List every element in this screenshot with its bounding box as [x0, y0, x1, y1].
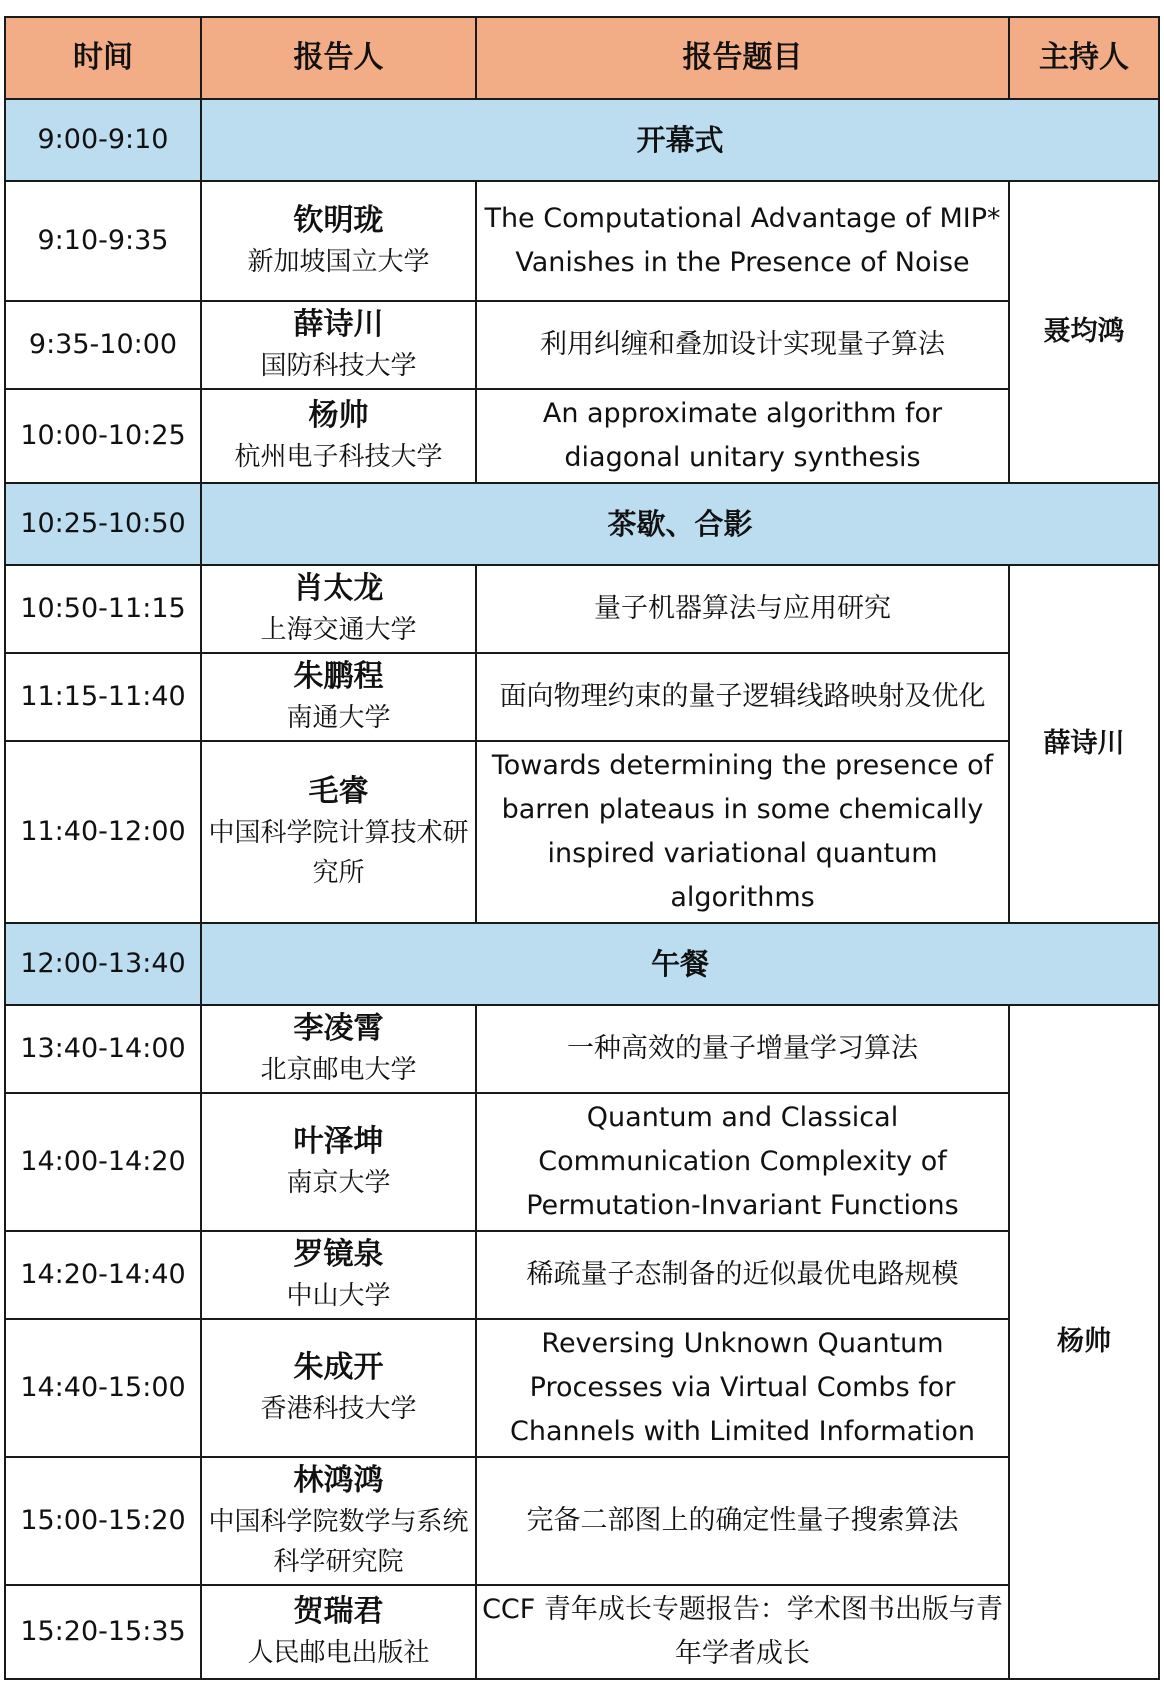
- talk-time: 9:35-10:00: [5, 301, 201, 389]
- table-row: [5, 1005, 1159, 1093]
- talk-time: 11:40-12:00: [5, 741, 201, 923]
- speaker-name: 叶泽坤: [293, 1124, 384, 1159]
- table-row: [5, 741, 1159, 923]
- speaker-affiliation: 中山大学: [286, 1281, 391, 1311]
- talk-time: 14:00-14:20: [5, 1093, 201, 1231]
- table-row: [5, 1093, 1159, 1231]
- talk-title: 量子机器算法与应用研究: [476, 565, 1009, 653]
- header-host: 主持人: [1009, 17, 1159, 99]
- talk-title: Towards determining the presence of barren plateaus in some chemically inspired variational quantum algorithms: [476, 741, 1009, 923]
- talk-speaker: [201, 565, 476, 653]
- break-row: [5, 483, 1159, 565]
- talk-title: 利用纠缠和叠加设计实现量子算法: [476, 301, 1009, 389]
- talk-time: 13:40-14:00: [5, 1005, 201, 1093]
- speaker-affiliation: 国防科技大学: [260, 351, 417, 381]
- talk-speaker: [201, 653, 476, 741]
- speaker-name: 肖太龙: [293, 571, 384, 606]
- speaker-affiliation: 杭州电子科技大学: [234, 442, 443, 472]
- talk-title: 完备二部图上的确定性量子搜索算法: [476, 1457, 1009, 1585]
- speaker-name: 毛睿: [308, 774, 369, 809]
- break-label: 午餐: [201, 923, 1159, 1005]
- table-row: [5, 181, 1159, 301]
- speaker-name: 薛诗川: [293, 307, 384, 342]
- talk-speaker: [201, 1231, 476, 1319]
- header-title: 报告题目: [476, 17, 1009, 99]
- talk-time: 9:10-9:35: [5, 181, 201, 301]
- talk-speaker: [201, 1585, 476, 1679]
- talk-title: 稀疏量子态制备的近似最优电路规模: [476, 1231, 1009, 1319]
- table-row: [5, 565, 1159, 653]
- speaker-affiliation: 北京邮电大学: [260, 1055, 417, 1085]
- speaker-name: 李凌霄: [293, 1011, 384, 1046]
- speaker-affiliation: 中国科学院计算技术研究所: [208, 818, 469, 888]
- speaker-name: 朱鹏程: [293, 659, 384, 694]
- break-row: [5, 99, 1159, 181]
- session-host: 薛诗川: [1009, 565, 1159, 923]
- speaker-affiliation: 南通大学: [286, 703, 391, 733]
- talk-title: CCF 青年成长专题报告：学术图书出版与青年学者成长: [476, 1585, 1009, 1679]
- speaker-name: 罗镜泉: [293, 1237, 384, 1272]
- break-time: 12:00-13:40: [5, 923, 201, 1005]
- speaker-name: 林鸿鸿: [293, 1463, 384, 1498]
- talk-speaker: [201, 1319, 476, 1457]
- talk-speaker: [201, 1457, 476, 1585]
- speaker-name: 朱成开: [293, 1350, 384, 1385]
- header-speaker: 报告人: [201, 17, 476, 99]
- table-header-row: [5, 17, 1159, 99]
- talk-title: Reversing Unknown Quantum Processes via Virtual Combs for Channels with Limited Information: [476, 1319, 1009, 1457]
- break-label: 茶歇、合影: [201, 483, 1159, 565]
- speaker-affiliation: 香港科技大学: [260, 1394, 417, 1424]
- schedule-table: [4, 16, 1160, 1680]
- break-time: 9:00-9:10: [5, 99, 201, 181]
- talk-speaker: [201, 1093, 476, 1231]
- table-row: [5, 1457, 1159, 1585]
- table-row: [5, 1585, 1159, 1679]
- session-host: 聂均鸿: [1009, 181, 1159, 483]
- talk-time: 15:20-15:35: [5, 1585, 201, 1679]
- talk-title: Quantum and Classical Communication Complexity of Permutation-Invariant Functions: [476, 1093, 1009, 1231]
- talk-time: 14:20-14:40: [5, 1231, 201, 1319]
- table-row: [5, 1231, 1159, 1319]
- speaker-name: 钦明珑: [293, 203, 384, 238]
- table-row: [5, 653, 1159, 741]
- talk-speaker: [201, 181, 476, 301]
- talk-title: 一种高效的量子增量学习算法: [476, 1005, 1009, 1093]
- break-row: [5, 923, 1159, 1005]
- talk-time: 10:50-11:15: [5, 565, 201, 653]
- speaker-affiliation: 中国科学院数学与系统科学研究院: [208, 1507, 469, 1577]
- speaker-affiliation: 上海交通大学: [260, 615, 417, 645]
- talk-speaker: [201, 741, 476, 923]
- header-time: 时间: [5, 17, 201, 99]
- break-label: 开幕式: [201, 99, 1159, 181]
- talk-title: An approximate algorithm for diagonal unitary synthesis: [476, 389, 1009, 483]
- table-row: [5, 1319, 1159, 1457]
- talk-speaker: [201, 301, 476, 389]
- speaker-name: 杨帅: [308, 398, 369, 433]
- speaker-affiliation: 人民邮电出版社: [247, 1638, 430, 1668]
- speaker-name: 贺瑞君: [293, 1594, 384, 1629]
- table-row: [5, 389, 1159, 483]
- talk-time: 14:40-15:00: [5, 1319, 201, 1457]
- talk-title: 面向物理约束的量子逻辑线路映射及优化: [476, 653, 1009, 741]
- talk-speaker: [201, 1005, 476, 1093]
- talk-speaker: [201, 389, 476, 483]
- break-time: 10:25-10:50: [5, 483, 201, 565]
- talk-time: 10:00-10:25: [5, 389, 201, 483]
- session-host: 杨帅: [1009, 1005, 1159, 1679]
- talk-title: The Computational Advantage of MIP* Vanishes in the Presence of Noise: [476, 181, 1009, 301]
- talk-time: 15:00-15:20: [5, 1457, 201, 1585]
- talk-time: 11:15-11:40: [5, 653, 201, 741]
- speaker-affiliation: 南京大学: [286, 1168, 391, 1198]
- speaker-affiliation: 新加坡国立大学: [247, 247, 430, 277]
- table-row: [5, 301, 1159, 389]
